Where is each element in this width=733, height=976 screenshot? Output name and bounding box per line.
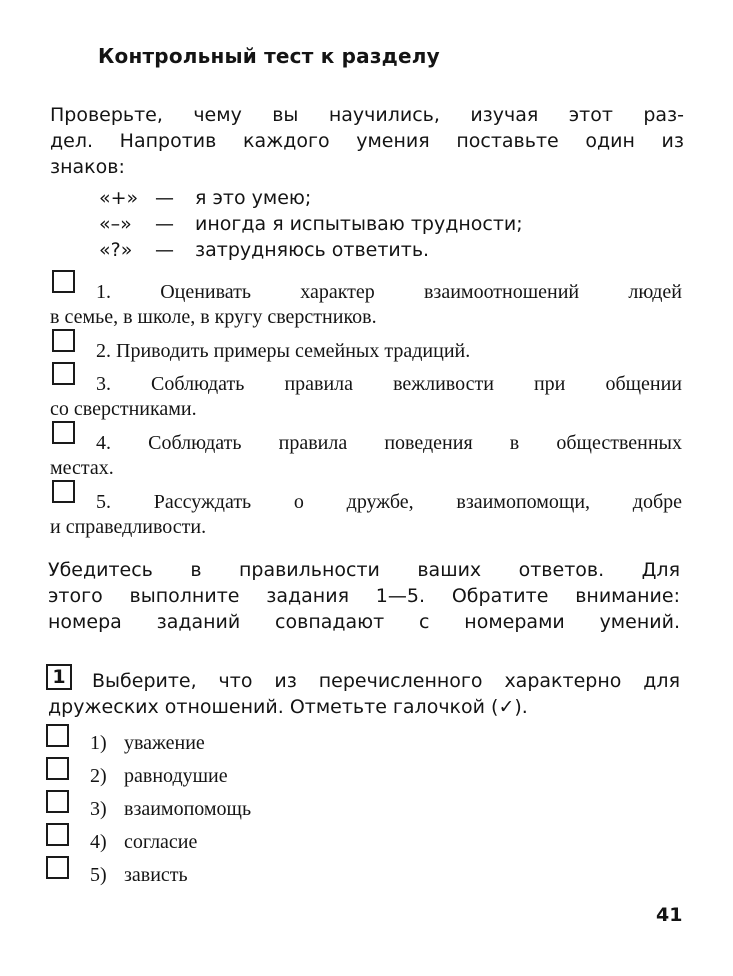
skill-text: со сверстниками.	[50, 398, 197, 420]
option-number: 4)	[90, 831, 107, 853]
legend-text: затрудняюсь ответить.	[195, 239, 430, 261]
page-number: 41	[656, 904, 683, 926]
page-title: Контрольный тест к разделу	[98, 44, 440, 68]
verify-paragraph	[48, 557, 680, 635]
skill-text: 3. Соблюдать правила вежливости при общении	[96, 373, 682, 395]
option-item-3	[90, 796, 251, 822]
option-text: уважение	[124, 732, 205, 754]
option-text: равнодушие	[124, 765, 228, 787]
legend-symbol: «?»	[99, 239, 133, 261]
skill-text: местах.	[50, 457, 114, 479]
option-item-2	[90, 763, 228, 789]
legend-symbol: «+»	[99, 187, 139, 209]
task-text: дружеских отношений. Отметьте галочкой (✓).	[48, 696, 528, 718]
legend-row	[99, 185, 523, 211]
legend-text: иногда я испытываю трудности;	[195, 213, 523, 235]
option-number: 2)	[90, 765, 107, 787]
skill-text: 2. Приводить примеры семейных традиций.	[96, 340, 471, 362]
legend-text: я это умею;	[195, 187, 312, 209]
option-5-checkbox[interactable]	[46, 856, 69, 879]
option-4-checkbox[interactable]	[46, 823, 69, 846]
option-item-4	[90, 829, 197, 855]
option-1-checkbox[interactable]	[46, 724, 69, 747]
skill-item-4	[50, 431, 682, 481]
task-text: Выберите, что из перечисленного характерно для	[92, 670, 680, 692]
skill-text: 5. Рассуждать о дружбе, взаимопомощи, добре	[96, 491, 682, 513]
task-number-badge: 1	[46, 664, 72, 690]
option-text: зависть	[124, 864, 188, 886]
verify-line: номера заданий совпадают с номерами умений.	[48, 611, 680, 633]
option-text: взаимопомощь	[124, 798, 252, 820]
legend-dash: —	[155, 213, 174, 235]
verify-line: Убедитесь в правильности ваших ответов. Для	[48, 559, 680, 581]
intro-line: знаков:	[50, 156, 125, 178]
option-text: согласие	[124, 831, 198, 853]
legend-dash: —	[155, 239, 174, 261]
intro-paragraph	[50, 102, 684, 180]
option-number: 3)	[90, 798, 107, 820]
skill-item-3	[50, 372, 682, 422]
symbol-legend	[99, 185, 523, 263]
legend-row	[99, 211, 523, 237]
task-1-prompt	[48, 668, 680, 720]
option-item-5	[90, 862, 188, 888]
skill-item-2	[50, 339, 682, 364]
skill-text: 4. Соблюдать правила поведения в общественных	[96, 432, 682, 454]
intro-line: дел. Напротив каждого умения поставьте один из	[50, 130, 684, 152]
intro-line: Проверьте, чему вы научились, изучая этот раз-	[50, 104, 684, 126]
option-number: 1)	[90, 732, 107, 754]
option-number: 5)	[90, 864, 107, 886]
skill-text: в семье, в школе, в кругу сверстников.	[50, 306, 377, 328]
option-2-checkbox[interactable]	[46, 757, 69, 780]
option-3-checkbox[interactable]	[46, 790, 69, 813]
skill-item-5	[50, 490, 682, 540]
skill-text: 1. Оценивать характер взаимоотношений людей	[96, 281, 682, 303]
legend-row	[99, 237, 523, 263]
skill-item-1	[50, 280, 682, 330]
skill-text: и справедливости.	[50, 516, 207, 538]
legend-symbol: «–»	[99, 213, 132, 235]
legend-dash: —	[155, 187, 174, 209]
option-item-1	[90, 730, 205, 756]
verify-line: этого выполните задания 1—5. Обратите внимание:	[48, 585, 680, 607]
